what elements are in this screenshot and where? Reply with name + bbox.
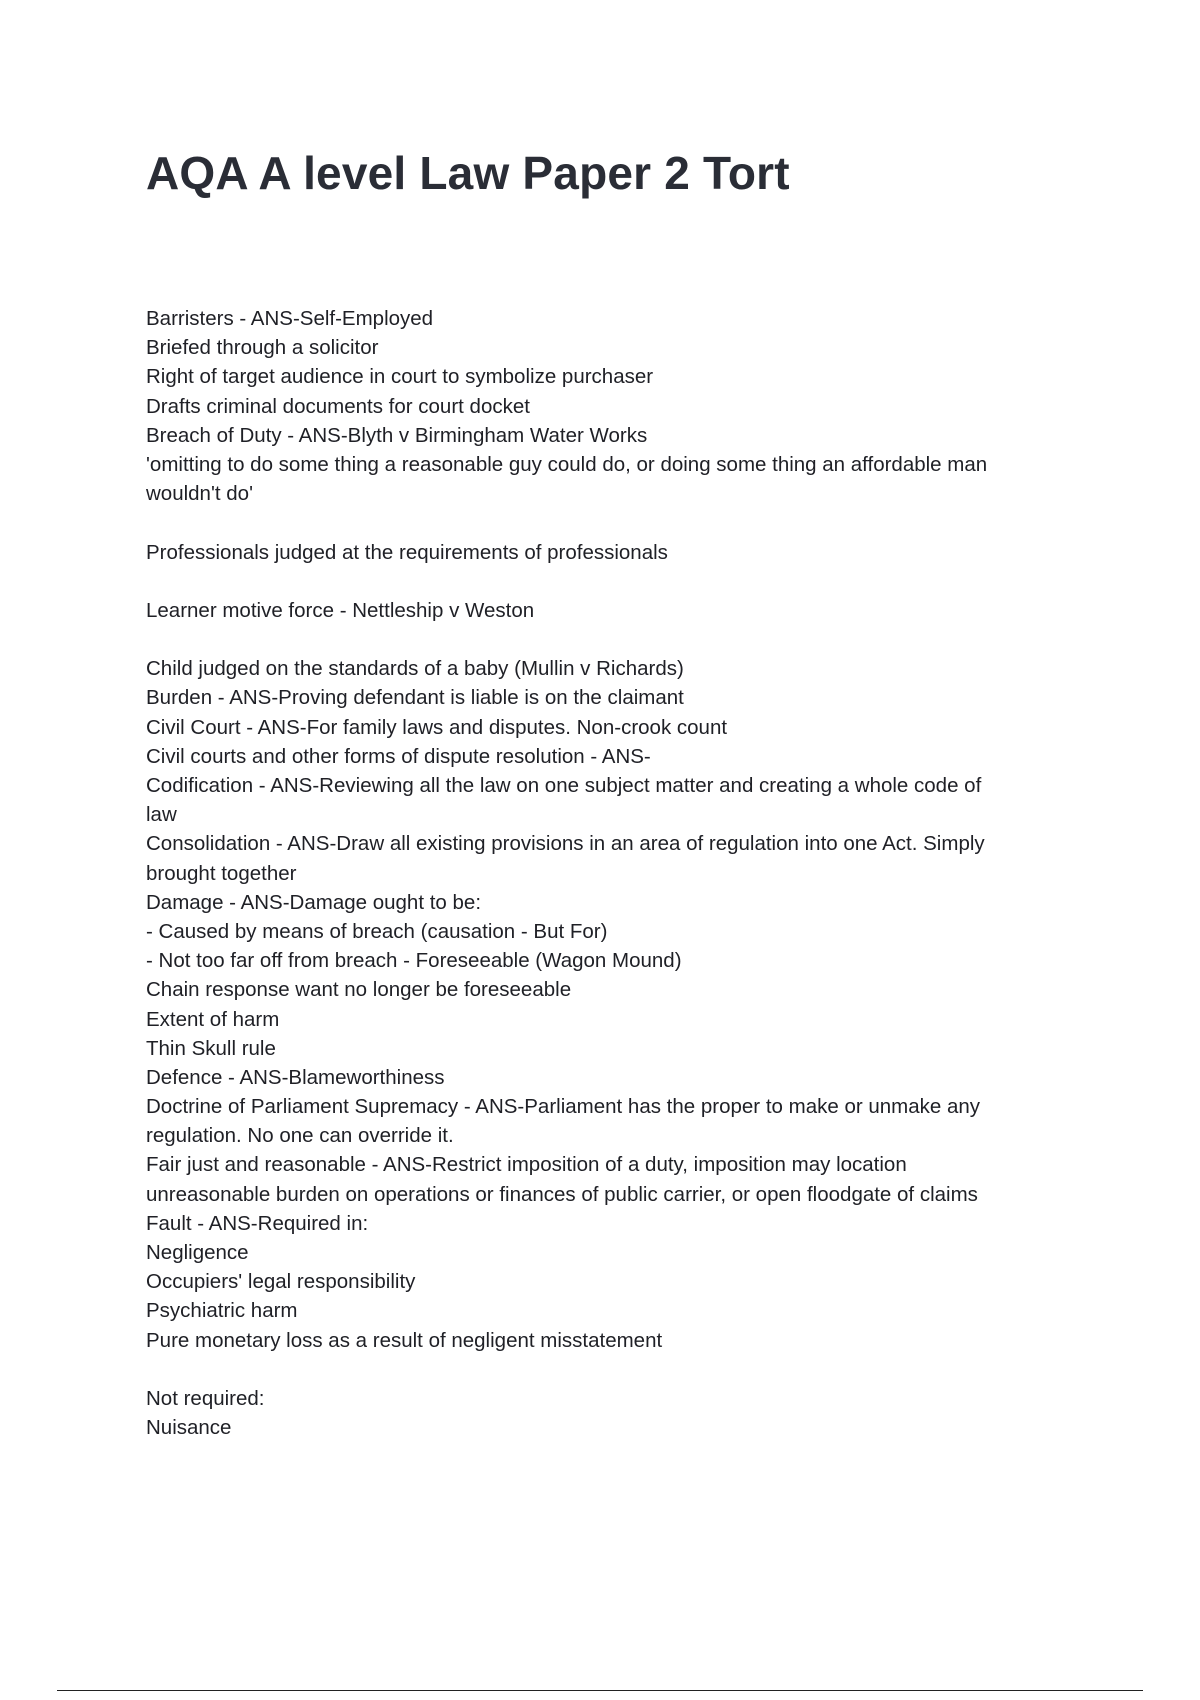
- blank-line: [146, 625, 1076, 654]
- text-line: Civil courts and other forms of dispute resolution - ANS-: [146, 744, 651, 768]
- document-body: [146, 304, 1076, 1442]
- blank-line: [146, 567, 1076, 596]
- text-line: Breach of Duty - ANS-Blyth v Birmingham Water Works: [146, 423, 648, 447]
- text-line: law: [146, 803, 177, 827]
- text-line: Extent of harm: [146, 1007, 280, 1031]
- text-line: Codification - ANS-Reviewing all the law on one subject matter and creating a whole code of: [146, 774, 982, 797]
- text-line: Chain response want no longer be foreseeable: [146, 978, 572, 1002]
- text-line: Professionals judged at the requirements of professionals: [146, 540, 668, 564]
- text-line: Thin Skull rule: [146, 1036, 276, 1060]
- footer-divider: [57, 1690, 1143, 1691]
- text-line: Child judged on the standards of a baby (Mullin v Richards): [146, 657, 684, 681]
- text-line: 'omitting to do some thing a reasonable guy could do, or doing some thing an affordable man: [146, 452, 988, 476]
- blank-line: [146, 508, 1076, 537]
- text-line: Burden - ANS-Proving defendant is liable is on the claimant: [146, 686, 684, 710]
- text-line: Occupiers' legal responsibility: [146, 1270, 416, 1294]
- text-line: Nuisance: [146, 1416, 232, 1440]
- text-line: Briefed through a solicitor: [146, 336, 379, 360]
- text-line: Doctrine of Parliament Supremacy - ANS-Parliament has the proper to make or unmake any: [146, 1095, 981, 1119]
- text-line: Damage - ANS-Damage ought to be:: [146, 890, 482, 914]
- text-line: Negligence: [146, 1241, 249, 1264]
- text-line: Not required:: [146, 1386, 265, 1410]
- text-line: brought together: [146, 861, 297, 885]
- text-line: regulation. No one can override it.: [146, 1124, 454, 1148]
- blank-line: [146, 1355, 1076, 1384]
- text-line: Defence - ANS-Blameworthiness: [146, 1065, 445, 1089]
- text-line: Civil Court - ANS-For family laws and disputes. Non-crook count: [146, 715, 728, 739]
- text-line: - Caused by means of breach (causation - But For): [146, 919, 608, 943]
- text-line: - Not too far off from breach - Foreseeable (Wagon Mound): [146, 949, 682, 973]
- text-line: Barristers - ANS-Self-Employed: [146, 307, 434, 330]
- text-line: Learner motive force - Nettleship v Weston: [146, 598, 535, 622]
- document-title: AQA A level Law Paper 2 Tort: [146, 147, 790, 199]
- text-line: Consolidation - ANS-Draw all existing provisions in an area of regulation into one Act. Simply: [146, 832, 985, 856]
- text-line: Right of target audience in court to symbolize purchaser: [146, 365, 654, 389]
- text-line: Pure monetary loss as a result of negligent misstatement: [146, 1328, 663, 1352]
- text-line: wouldn't do': [146, 482, 253, 506]
- text-line: Psychiatric harm: [146, 1299, 298, 1323]
- text-line: unreasonable burden on operations or finances of public carrier, or open floodgate of claims: [146, 1182, 978, 1206]
- text-line: Fair just and reasonable - ANS-Restrict imposition of a duty, imposition may location: [146, 1153, 907, 1177]
- text-line: Fault - ANS-Required in:: [146, 1211, 369, 1235]
- text-line: Drafts criminal documents for court docket: [146, 394, 530, 418]
